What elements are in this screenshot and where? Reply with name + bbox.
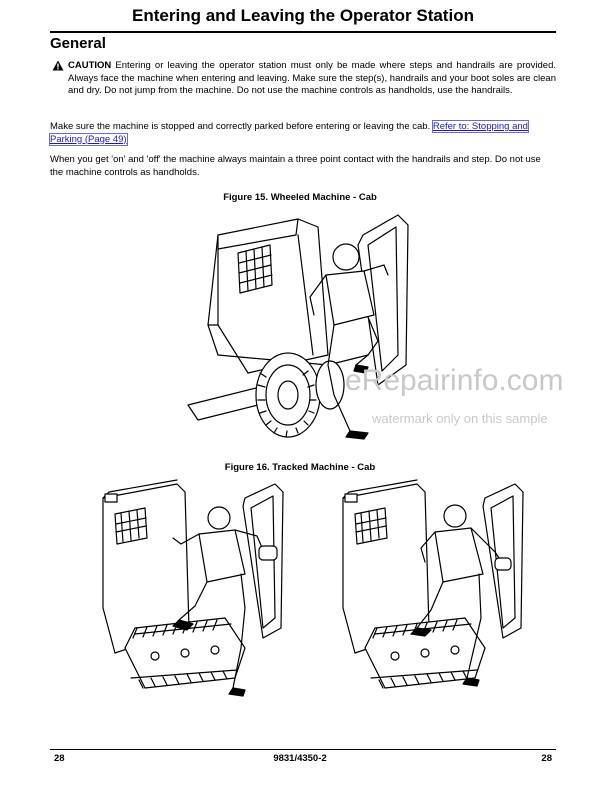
footer-page-number-right: 28 — [541, 753, 552, 764]
paragraph-stop-park — [50, 121, 556, 146]
figure-15-caption: Figure 15. Wheeled Machine - Cab — [223, 192, 377, 203]
caution-text-block — [68, 60, 556, 98]
section-heading: General — [50, 35, 106, 52]
caution-block — [50, 60, 556, 98]
watermark-logo: eRepairinfo.com — [345, 364, 564, 397]
caution-label: CAUTION — [68, 60, 112, 71]
title-rule — [50, 31, 556, 33]
footer-rule — [50, 749, 556, 750]
tracked-machine-illustration-right — [335, 478, 550, 700]
caution-text: Entering or leaving the operator station must only be made where steps and handrails are provided. Always face the machine when entering and leaving. Make sure the step(s), handrails and your boot soles are clean and dry. Do not jump from the machine. Do not use the machine controls as handholds, use the handrails. — [68, 60, 556, 96]
page-title: Entering and Leaving the Operator Station — [132, 6, 474, 25]
watermark-note: watermark only on this sample — [372, 411, 548, 426]
tracked-machine-illustration-left — [95, 478, 310, 700]
warning-triangle-icon — [52, 60, 64, 71]
footer-page-number-left: 28 — [54, 753, 65, 764]
stopping-parking-link[interactable]: Refer to: Stopping and Parking (Page 49) — [50, 121, 528, 145]
figure-16-caption: Figure 16. Tracked Machine - Cab — [224, 462, 376, 473]
paragraph-three-point: When you get 'on' and 'off' the machine always maintain a three point contact with the handrails and step. Do not use the machine controls as handholds. — [50, 154, 541, 178]
footer-document-number: 9831/4350-2 — [273, 753, 327, 764]
paragraph-stop-park-text: Make sure the machine is stopped and correctly parked before entering or leaving the cab. — [50, 121, 433, 132]
